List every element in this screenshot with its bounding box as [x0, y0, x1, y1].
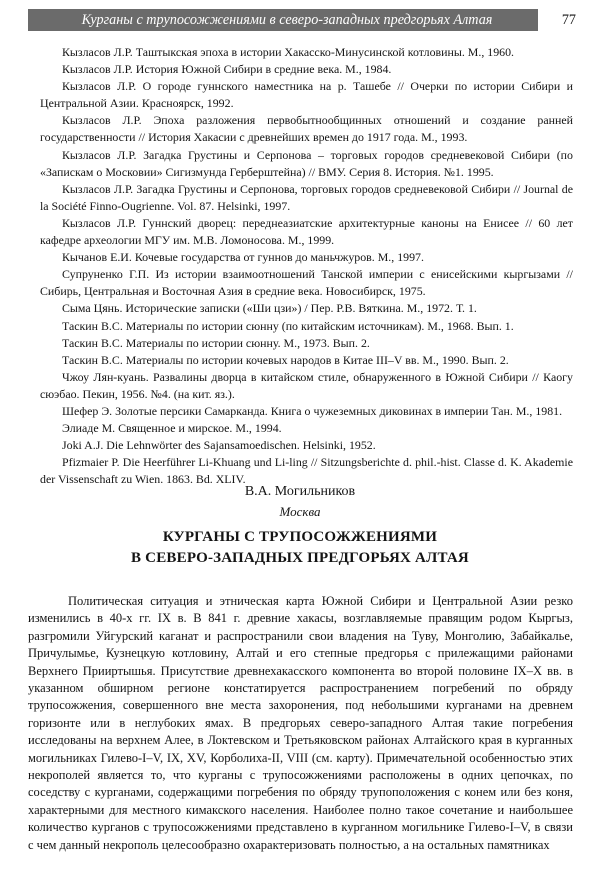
reference-item: Таскин В.С. Материалы по истории сюнну (по китайским источникам). М., 1968. Вып. 1. [62, 318, 514, 333]
reference-item: Кызласов Л.Р. Загадка Грустины и Серпонова, торговых городов средневековой Сибири // Journal de la Société Finno-Ougrienne. Vol. 87. Helsinki, 1997. [40, 181, 573, 213]
reference-item: Элиаде М. Священное и мирское. М., 1994. [62, 421, 282, 436]
article-author: В.А. Могильников [244, 484, 356, 499]
reference-item: Кызласов Л.Р. Загадка Грустины и Серпонова – торговых городов средневековой Сибири (по «Запискам о Московии» Сигизмунда Герберштейна) // ВМУ. Серия 8. История. №1. 1995. [40, 147, 573, 179]
reference-item: Таскин В.С. Материалы по истории кочевых народов в Китае III–V вв. М., 1990. Вып. 2. [62, 352, 509, 367]
reference-item: Кычанов Е.И. Кочевые государства от гуннов до маньчжуров. М., 1997. [62, 250, 424, 265]
reference-item: Pfizmaier P. Die Heerführer Li-Khuang und Li-ling // Sitzungsberichte d. phil.-hist. Classe d. K. Akademie der Vissenschaft zu Wien. 1863. Bd. XLIV. [40, 455, 573, 487]
reference-item: Кызласов Л.Р. Гуннский дворец: переднеазиатские архитектурные каноны на Енисее // 60 лет кафедре археологии МГУ им. М.В. Ломоносова. М., 1999. [40, 215, 573, 248]
reference-item: Joki A.J. Die Lehnwörter des Sajansamoedischen. Helsinki, 1952. [62, 438, 376, 453]
article-city: Москва [279, 504, 321, 519]
reference-item: Кызласов Л.Р. О городе гуннского наместника на р. Ташебе // Очерки по истории Сибири и Центральной Азии. Красноярск, 1992. [40, 79, 573, 111]
reference-item: Кызласов Л.Р. Эпоха разложения первобытнообщинных отношений и создание ранней государственности // История Хакасии с древнейших времен до 1917 года. М., 1993. [40, 113, 573, 145]
reference-item: Кызласов Л.Р. История Южной Сибири в средние века. М., 1984. [62, 62, 392, 77]
reference-item: Шефер Э. Золотые персики Самарканда. Книга о чужеземных диковинах в империи Тан. М., 1981. [62, 403, 563, 418]
reference-list [40, 44, 573, 488]
page-number: 77 [561, 12, 576, 28]
reference-item: Супруненко Г.П. Из истории взаимоотношений Танской империи с енисейскими кыргызами // Сибирь, Центральная и Восточная Азия в средние века. Новосибирск, 1975. [40, 267, 573, 299]
running-header [28, 9, 576, 31]
reference-item: Чжоу Лян-куань. Развалины дворца в китайском стиле, обнаруженного в Южной Сибири // Каогу сюэбао. Пекин, 1956. №4. (на кит. яз.). [40, 369, 573, 401]
article-paragraph: Политическая ситуация и этническая карта Южной Сибири и Центральной Азии резко изменились в 40-х гг. IX в. В 841 г. древние хакасы, возглавляемые правящим родом Кыргыз, разгромили Уйгурский каганат и распространили свои владения на Туву, Монголию, Забайкалье, Причулымье, Кузнецкую котловину, Алтай и его степные предгорья с прилежащими районами Верхнего Прииртышья. Присутствие древнехакасского компонента во второй половине IX–X вв. в указанном обширном регионе констатируется распространением погребений по обряду трупосожжения, совершенного вне места захоронения, под небольшими курганами на древнем горизонте или в неглубоких ямах. В предгорьях северо-западного Алтая такие погребения исследованы на верхнем Алее, в Локтевском и Третьяковском районах Алтайского края в курганных могильниках Гилево-I–V, IX, XV, Корболиха-II, VIII (см. карту). Примечательной особенностью этих некрополей является то, что курганы с трупосожжениями расположены в одних цепочках, по соседству с курганами, содержащими погребения по обряду трупоположения с конем или без коня, характерными для местного кимакского населения. Наиболее полно такое сочетание и наибольшее количество курганов с трупосожжениями представлено в курганном могильнике Гилево-I–V, в связи с чем данный некрополь целесообразно охарактеризовать полностью, а на остальных памятниках [28, 594, 573, 852]
running-header-title: Курганы с трупосожжениями в северо-западных предгорьях Алтая [81, 12, 493, 28]
article-title-line: КУРГАНЫ С ТРУПОСОЖЖЕНИЯМИ [162, 529, 438, 545]
reference-item: Сыма Цянь. Исторические записки («Ши цзи») / Пер. Р.В. Вяткина. М., 1972. Т. 1. [62, 301, 477, 316]
article-title [0, 527, 600, 569]
reference-item: Кызласов Л.Р. Таштыкская эпоха в истории Хакасско-Минусинской котловины. М., 1960. [62, 45, 515, 59]
reference-item: Таскин В.С. Материалы по истории сюнну. М., 1973. Вып. 2. [62, 335, 370, 350]
article-title-line: В СЕВЕРО-ЗАПАДНЫХ ПРЕДГОРЬЯХ АЛТАЯ [131, 550, 469, 566]
